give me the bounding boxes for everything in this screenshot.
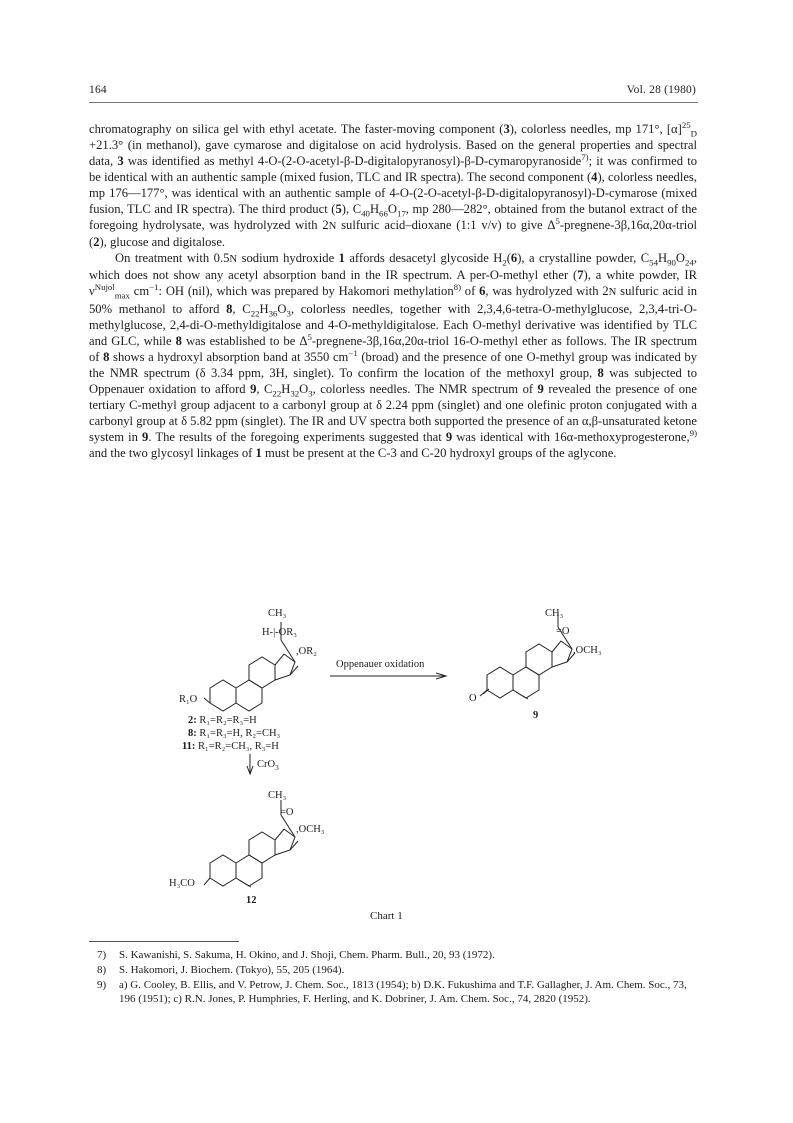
footnote-7: 7) S. Kawanishi, S. Sakuma, H. Okino, and J. Shoji, Chem. Pharm. Bull., 20, 93 (1972). [97, 949, 495, 961]
body-text [89, 121, 697, 461]
chart-caption: Chart 1 [370, 910, 403, 922]
footnote-8: 8) S. Hakomori, J. Biochem. (Tokyo), 55, 205 (1964). [97, 963, 345, 976]
right-och3-label: ,OCH₃ [573, 645, 602, 656]
right-o-label: O [469, 693, 477, 704]
left-r1o-label: R₁O [179, 694, 198, 705]
paragraph-1: chromatography on silica gel with ethyl acetate. The faster-moving component (3), colorless needles, mp 171°, $[\alpha]^{25}_D +21.3^\circ$ (in methanol), gave cymarose and digitalose on acid hydrolysis. Based on the general properties and spectral data, 3 was identified as methyl 4-O-(2-O-acetyl-β-D-digitalopyranosyl)-β-D-cymaropyranoside$^{7)}$; it was confirmed to be identical with an authentic sample (mixed fusion, TLC and IR spectra). The second component (4), colorless needles, mp 176—177°, was identical with an authentic sample of 4-O-(2-O-acetyl-β-D-digitalopyranosyl)-D-cymarose (mixed fusion, TLC and IR spectra). The third product (5), $C_{40}H_{66}O_{17}$, mp 280—282°, obtained from the butanol extract of the foregoing hydrolysate, was hydrolyzed with 2N sulfuric acid–dioxane (1:1 v/v) to give $\Delta^5-pregnene-3\beta,16\alpha,20\alpha$-triol (2), glucose and digitalose. [89, 119, 698, 250]
bottom-ch3-label: CH₃ [268, 790, 287, 801]
oppenauer-label: Oppenauer oxidation [336, 659, 425, 670]
reaction-scheme [150, 602, 650, 932]
bottom-och3-label: ,OCH₃ [296, 824, 325, 835]
cro3-label: CrO$_3$ [257, 759, 279, 773]
bottom-h3co-label: H₃CO [169, 878, 195, 889]
footnotes [89, 948, 699, 1007]
compound-12-label: 12 [246, 895, 257, 906]
right-keto-label: =O [556, 626, 570, 637]
journal-volume: Vol. 28 (1980) [626, 84, 696, 96]
compound-11-label: 11: R₁=R₂=CH₃, R₃=H [182, 741, 279, 752]
paragraph-2: On treatment with 0.5N sodium hydroxide 1 affords desacetyl glycoside $H_2(6)$, a crystalline powder, $C_{54}H_{90}O_{24}$, which does not show any acetyl absorption band in the IR spectrum. A per-O-methyl ether (7), a white powder, IR $\nu^{Nujol}_{max}$ $cm^{-1}$: OH (nil), which was prepared by Hakomori methylation$^{8)}$ of 6, was hydrolyzed with 2N sulfuric acid in 50% methanol to afford 8, $C_{22}H_{36}O_3$, colorless needles, together with 2,3,4,6-tetra-O-methylglucose, 2,3,4-tri-O-methylglucose, 2,4-di-O-methyldigitalose and 4-O-methyldigitalose. Each O-methyl derivative was identified by TLC and GLC, while 8 was established to be $\Delta^5-pregnene-3\beta,16\alpha,20\alpha$-triol 16-O-methyl ether as follows. The IR spectrum of 8 shows a hydroxyl absorption band at 3550 $cm^{-1}$ (broad) and the presence of one O-methyl group was indicated by the NMR spectrum (δ 3.34 ppm, 3H, singlet). To confirm the location of the methoxyl group, 8 was subjected to Oppenauer oxidation to afford 9, $C_{22}H_{32}O_3$, colorless needles. The NMR spectrum of 9 revealed the presence of one tertiary C-methyl group adjacent to a carbonyl group at δ 2.24 ppm (singlet) and one olefinic proton conjugated with a carbonyl group at δ 5.82 ppm (singlet). The IR and UV spectra both supported the presence of an α,β-unsaturated ketone system in 9. The results of the foregoing experiments suggested that 9 was identical with 16α-methoxyprogesterone,$^{9)}$ and the two glycosyl linkages of 1 must be present at the C-3 and C-20 hydroxyl groups of the aglycone. [89, 251, 698, 460]
compound-8-label: 8: R₁=R₃=H, R₂=CH₃ [188, 728, 281, 739]
compound-9-label: 9 [533, 710, 539, 721]
left-or3-label: H-|-OR₃ [262, 627, 297, 638]
left-or2-label: ,OR₂ [296, 646, 317, 657]
compound-2-label: 2: R₁=R₂=R₃=H [188, 715, 257, 726]
header-rule [89, 102, 698, 103]
left-ch3-label: CH₃ [268, 608, 287, 619]
right-ch3-label: CH₃ [545, 608, 564, 619]
footnote-9: 9) a) G. Cooley, B. Ellis, and V. Petrow, J. Chem. Soc., 1813 (1954); b) D.K. Fukushima and T.F. Gallagher, J. Am. Chem. Soc., 73, 196 (1951); c) R.N. Jones, P. Humphries, F. Herling, and K. Dobriner, J. Am. Chem. Soc., 74, 2820 (1952). [97, 978, 687, 1006]
footnote-rule [89, 941, 239, 942]
page-number: 164 [89, 84, 107, 96]
bottom-keto-label: =O [280, 807, 294, 818]
